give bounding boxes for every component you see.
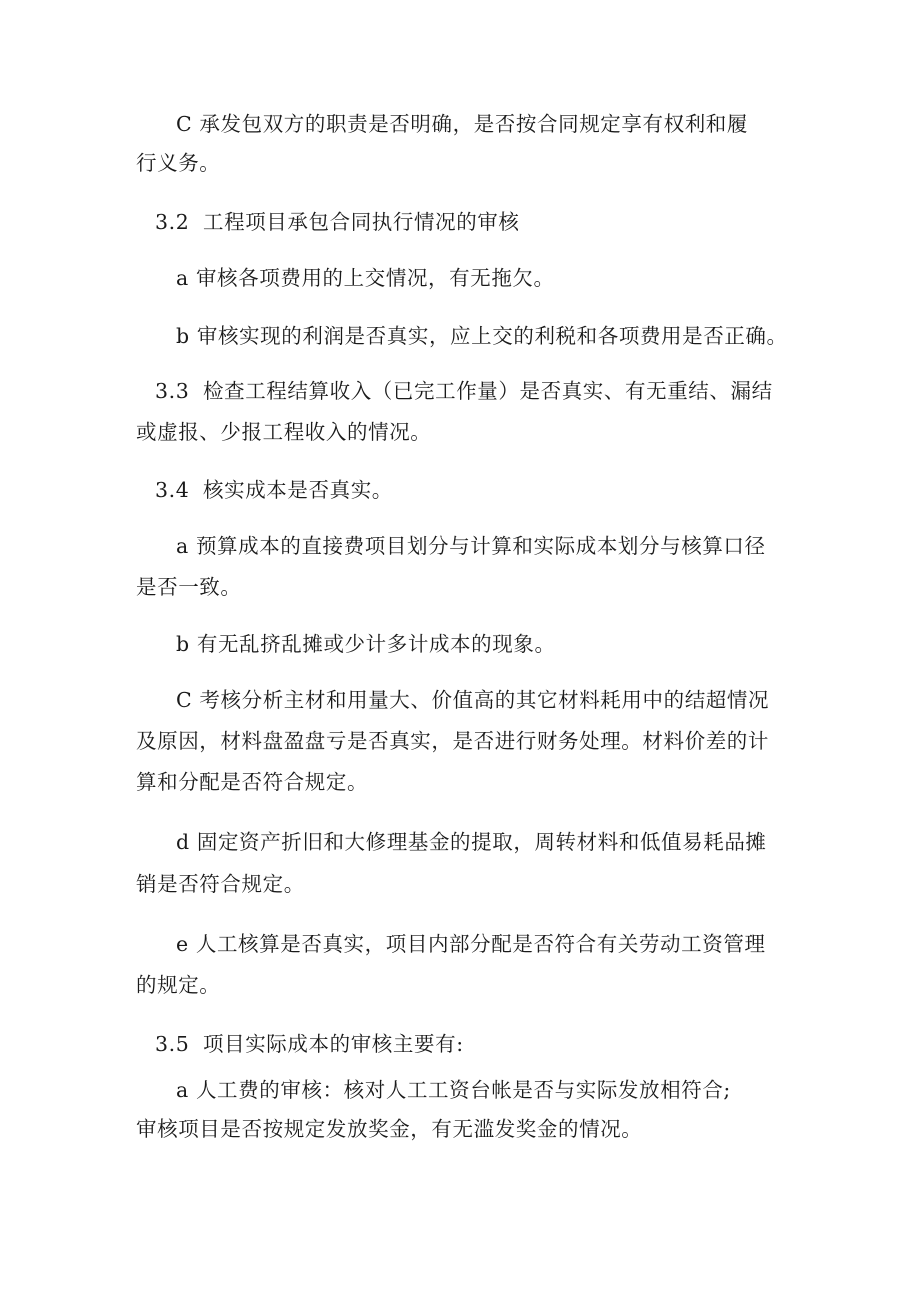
paragraph-a-budget-cost-line-2: 是否一致。 xyxy=(136,575,242,599)
section-3-2-heading xyxy=(155,212,520,233)
section-3-3-text-line-2: 或虚报、少报工程收入的情况。 xyxy=(136,420,432,444)
paragraph-a-labor-cost-line-1: a 人工费的审核：核对人工工资台帐是否与实际发放相符合; xyxy=(176,1078,731,1102)
section-title: 工程项目承包合同执行情况的审核 xyxy=(203,210,520,234)
paragraph-a-labor-cost-line-2: 审核项目是否按规定发放奖金，有无滥发奖金的情况。 xyxy=(136,1117,643,1141)
section-3-4-heading xyxy=(155,480,393,501)
paragraph-c-material-analysis-line-3: 算和分配是否符合规定。 xyxy=(136,770,369,794)
paragraph-a-fees-submission: a 审核各项费用的上交情况，有无拖欠。 xyxy=(176,266,555,290)
section-number: 3.4 xyxy=(155,478,190,502)
paragraph-b-profit-check: b 审核实现的利润是否真实，应上交的利税和各项费用是否正确。 xyxy=(176,324,788,348)
section-title: 项目实际成本的审核主要有: xyxy=(203,1032,464,1056)
section-3-3-heading xyxy=(155,381,773,402)
section-3-5-heading xyxy=(155,1034,464,1055)
section-number: 3.5 xyxy=(155,1032,190,1056)
paragraph-e-labor-line-1: e 人工核算是否真实，项目内部分配是否符合有关劳动工资管理 xyxy=(176,932,766,956)
section-text-line-1: 检查工程结算收入（已完工作量）是否真实、有无重结、漏结 xyxy=(203,379,773,403)
paragraph-c-contract-duties-line-1: C 承发包双方的职责是否明确，是否按合同规定享有权利和履 xyxy=(176,112,748,136)
paragraph-b-cost-allocation: b 有无乱挤乱摊或少计多计成本的现象。 xyxy=(176,632,556,656)
paragraph-d-depreciation-line-2: 销是否符合规定。 xyxy=(136,872,305,896)
paragraph-c-contract-duties-line-2: 行义务。 xyxy=(136,151,221,175)
section-title: 核实成本是否真实。 xyxy=(203,478,393,502)
section-number: 3.2 xyxy=(155,210,190,234)
paragraph-e-labor-line-2: 的规定。 xyxy=(136,973,221,997)
paragraph-c-material-analysis-line-1: C 考核分析主材和用量大、价值高的其它材料耗用中的结超情况 xyxy=(176,688,770,712)
section-number: 3.3 xyxy=(155,379,190,403)
paragraph-a-budget-cost-line-1: a 预算成本的直接费项目划分与计算和实际成本划分与核算口径 xyxy=(176,534,766,558)
paragraph-d-depreciation-line-1: d 固定资产折旧和大修理基金的提取，周转材料和低值易耗品摊 xyxy=(176,830,767,854)
paragraph-c-material-analysis-line-2: 及原因，材料盘盈盘亏是否真实，是否进行财务处理。材料价差的计 xyxy=(136,729,769,753)
